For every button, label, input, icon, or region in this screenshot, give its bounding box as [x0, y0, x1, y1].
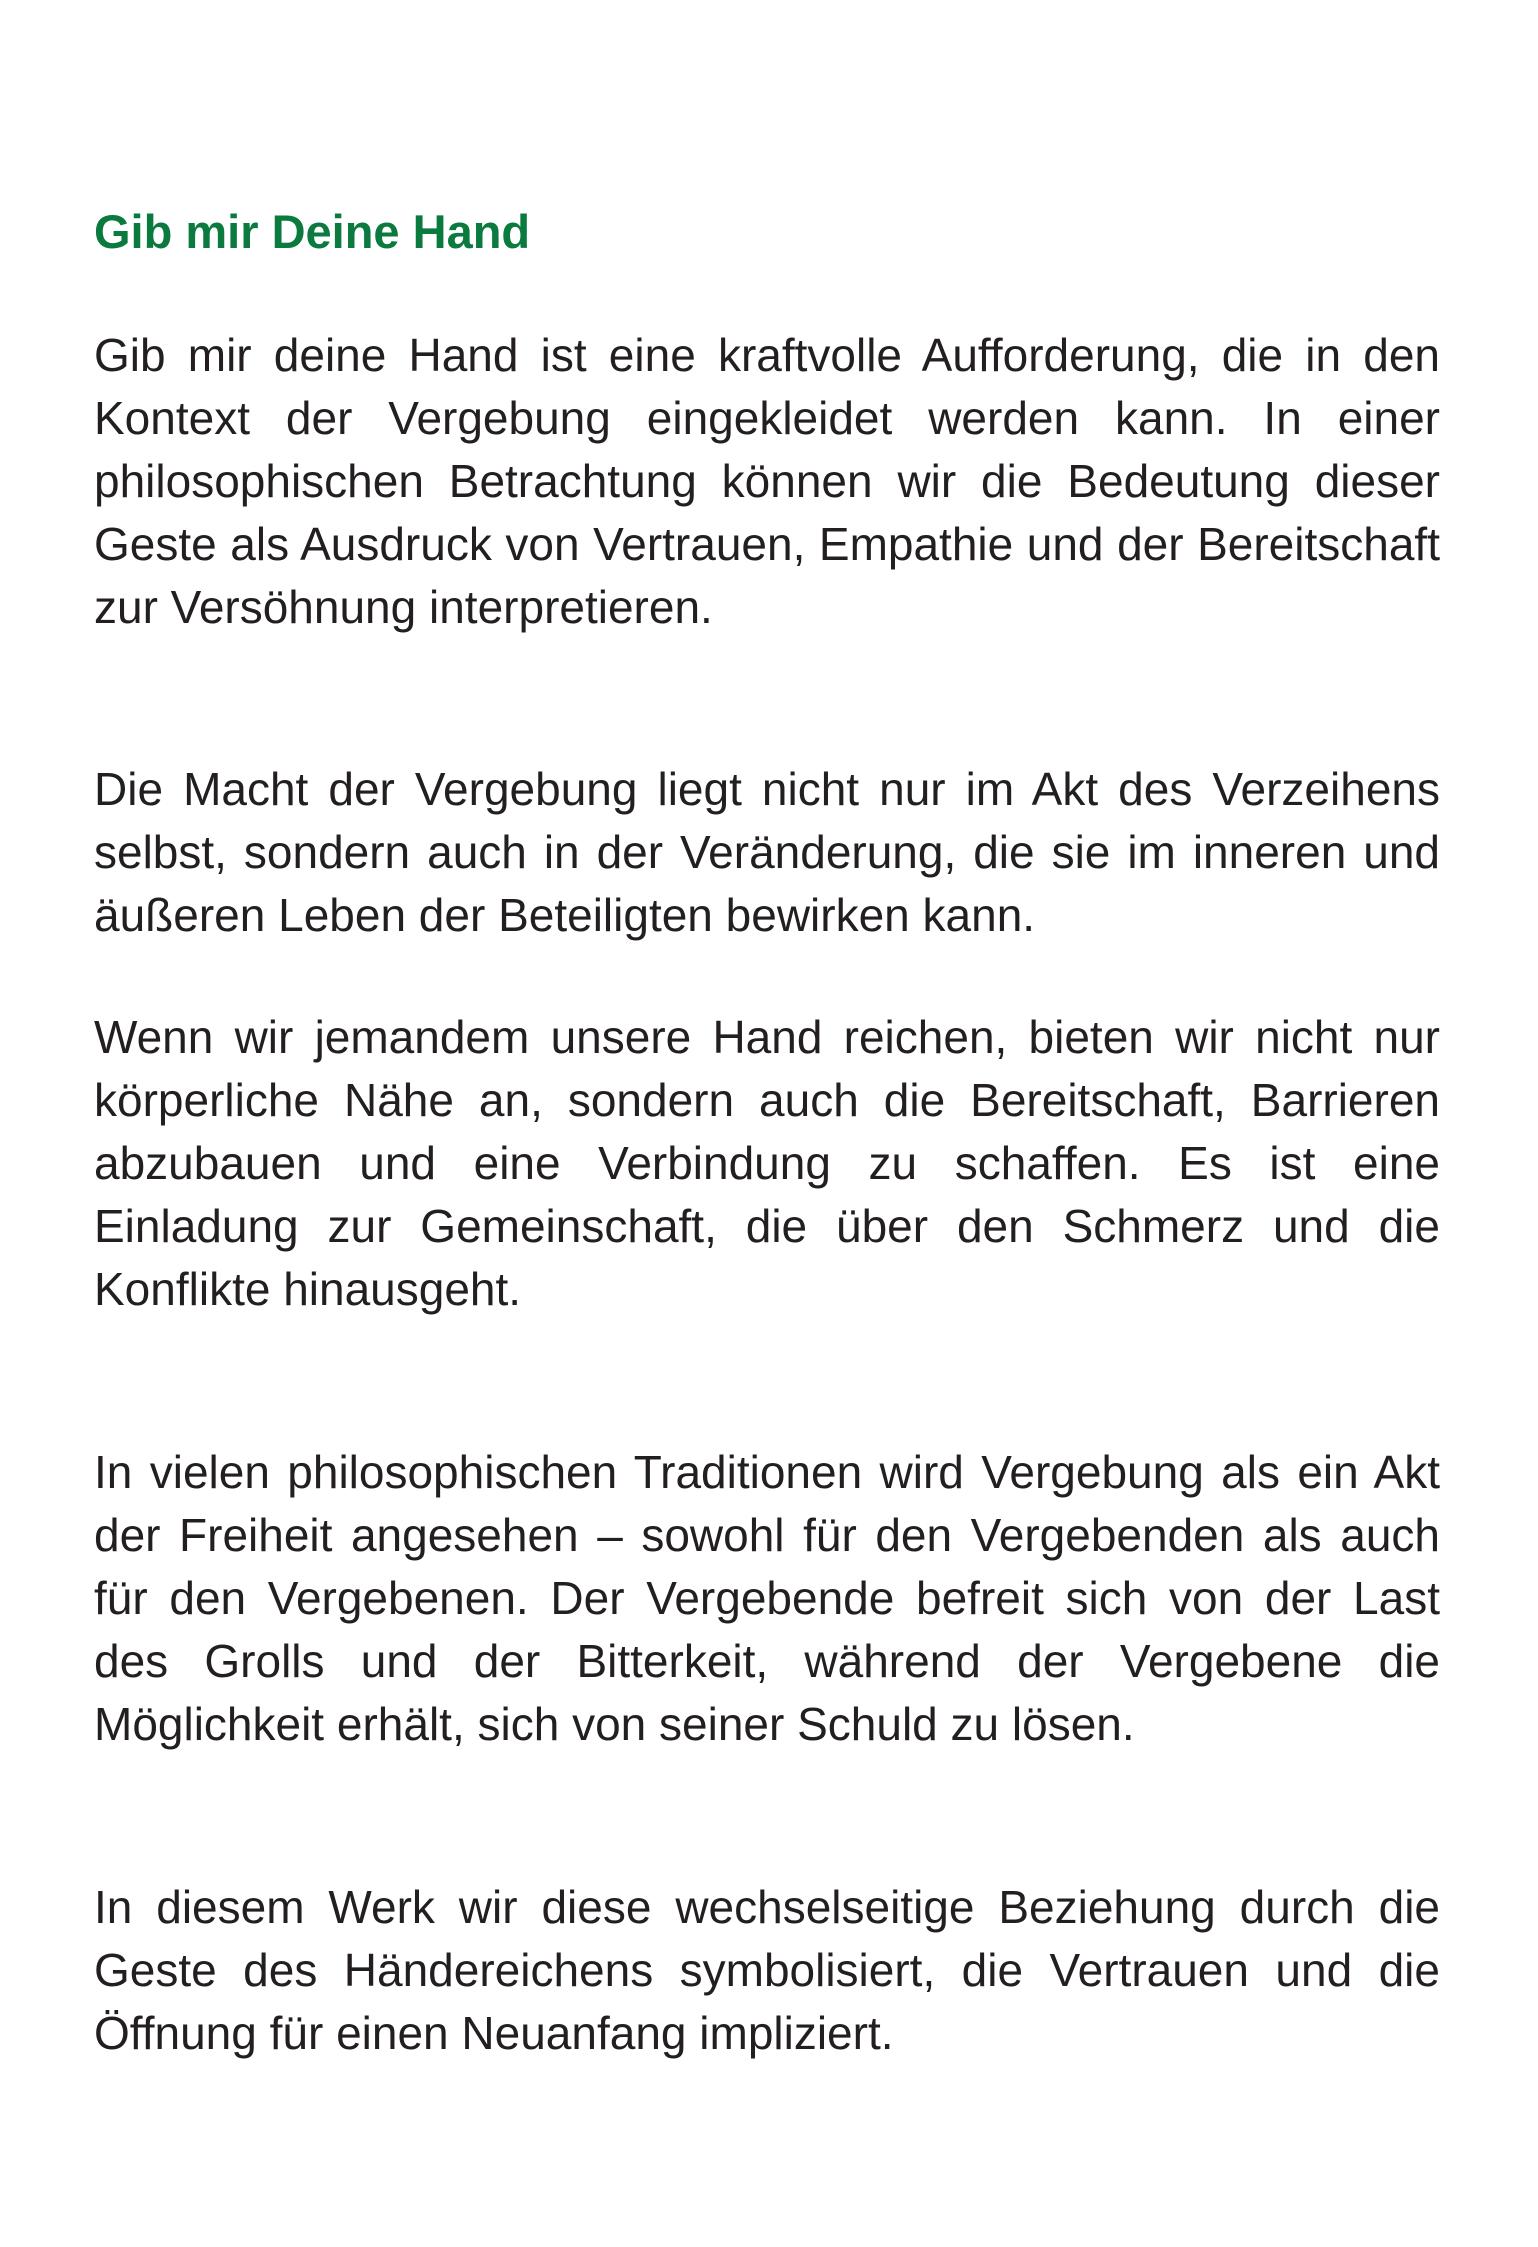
paragraph-2: Die Macht der Vergebung liegt nicht nur im Akt des Verzeihens selbst, sondern auch in der Veränderung, die sie im inneren und äußeren Leben der Beteiligten bewirken kann. — [94, 763, 1440, 941]
paragraph-4: In vielen philosophischen Traditionen wird Vergebung als ein Akt der Freiheit angesehen – sowohl für den Vergebenden als auch für den Vergebenen. Der Vergebende befreit sich von der Last des Grolls und der Bitterkeit, während der Vergebene die Möglichkeit erhält, sich von seiner Schuld zu lösen. — [94, 1446, 1440, 1750]
paragraph-3: Wenn wir jemandem unsere Hand reichen, bieten wir nicht nur körperliche Nähe an, sondern auch die Bereitschaft, Barrieren abzubauen und eine Verbindung zu schaffen. Es ist eine Einladung zur Gemeinschaft, die über den Schmerz und die Konflikte hinausgeht. — [94, 1011, 1440, 1315]
paragraph-1: Gib mir deine Hand ist eine kraftvolle Aufforderung, die in den Kontext der Vergebung eingekleidet werden kann. In einer philosophischen Betrachtung können wir die Bedeutung dieser Geste als Ausdruck von Vertrauen, Empathie und der Bereitschaft zur Versöhnung interpretieren. — [94, 329, 1440, 633]
paragraph-5: In diesem Werk wir diese wechselseitige Beziehung durch die Geste des Händereichens symbolisiert, die Vertrauen und die Öffnung für einen Neuanfang impliziert. — [94, 1881, 1440, 2059]
page-title: Gib mir Deine Hand — [94, 205, 531, 258]
